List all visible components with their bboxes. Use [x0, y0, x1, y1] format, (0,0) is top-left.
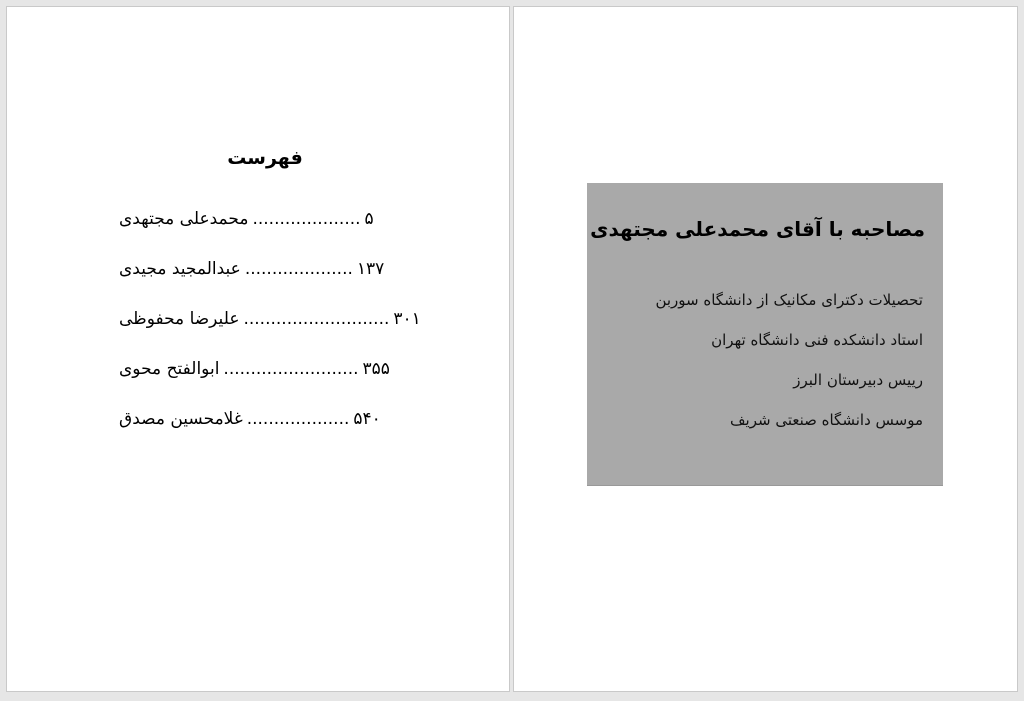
toc-entry: [119, 309, 421, 359]
toc-entry-page: ۳۰۱: [393, 309, 421, 329]
toc-entry-leader: ...........................: [243, 309, 390, 329]
toc-entry-leader: ....................: [252, 209, 361, 229]
toc-entry-leader: ...................: [246, 409, 350, 429]
toc-title: [7, 147, 511, 169]
toc-entry-name: ابوالفتح محوی: [119, 359, 220, 379]
biography-line: موسس دانشگاه صنعتی شریف: [730, 411, 923, 429]
toc-entry-name: علیرضا محفوظی: [119, 309, 240, 329]
toc-entry: [119, 209, 391, 259]
toc-entry-name: عبدالمجید مجیدی: [119, 259, 241, 279]
toc-entry-page: ۱۳۷: [356, 259, 385, 279]
toc-entry-page: ۳۵۵: [362, 359, 390, 379]
left-page: [6, 6, 510, 692]
interview-info-box: [587, 183, 943, 486]
toc-entry-leader: ....................: [244, 259, 353, 279]
toc-entry-name: محمدعلی مجتهدی: [119, 209, 249, 229]
interview-title: مصاحبه با آقای محمدعلی مجتهدی: [590, 217, 925, 241]
biography-line: تحصیلات دکترای مکانیک از دانشگاه سوربن: [655, 291, 923, 309]
biography-lines: [655, 291, 923, 451]
toc-entry-name: غلامحسین مصدق: [119, 409, 243, 429]
toc-entry: [119, 259, 391, 309]
biography-line: استاد دانشکده فنی دانشگاه تهران: [711, 331, 923, 349]
table-of-contents: [119, 209, 421, 459]
toc-entry: [119, 409, 391, 459]
toc-entry-leader: .........................: [223, 359, 359, 379]
toc-entry-page: ۵۴۰: [353, 409, 381, 429]
right-page: [513, 6, 1018, 692]
toc-title-text: فهرست: [227, 147, 303, 169]
toc-entry-page: ۵: [364, 209, 374, 229]
toc-entry: [119, 359, 391, 409]
biography-line: رییس دبیرستان البرز: [793, 371, 923, 389]
